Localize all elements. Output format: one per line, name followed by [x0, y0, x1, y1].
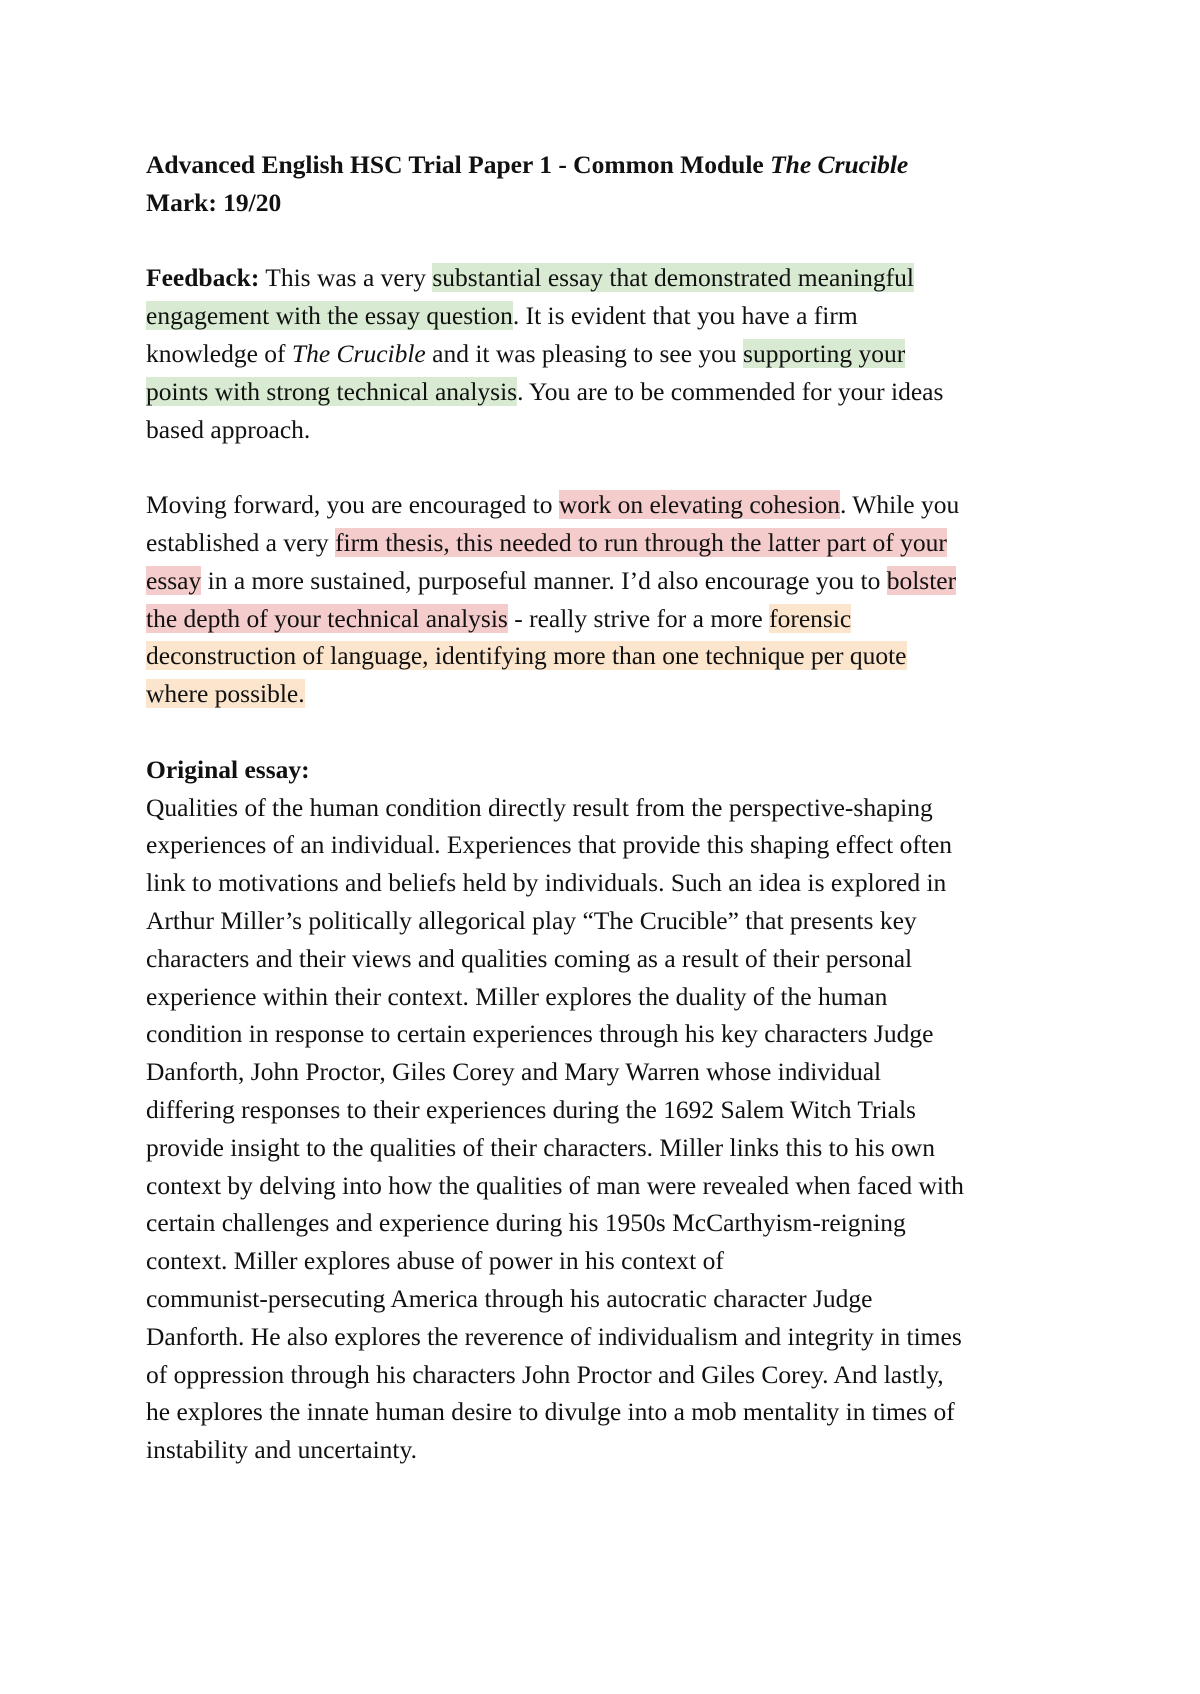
feedback-paragraph-1 [146, 259, 1076, 448]
feedback-paragraph-2 [146, 486, 1076, 713]
essay-body [146, 789, 1076, 1469]
essay-line: differing responses to their experiences during the 1692 Salem Witch Trials [146, 1094, 916, 1124]
feedback-line [146, 335, 1076, 373]
title-text-name: The Crucible [770, 150, 909, 179]
essay-label: Original essay: [146, 754, 310, 784]
spacer [146, 448, 1076, 486]
essay-line: he explores the innate human desire to divulge into a mob mentality in times of [146, 1397, 955, 1427]
spacer [146, 713, 1076, 751]
feedback-text: This was a very [259, 263, 433, 293]
positive-highlight: supporting your [743, 338, 906, 368]
essay-line: certain challenges and experience during his 1950s McCarthyism-reigning [146, 1208, 906, 1238]
title-prefix: Advanced English HSC Trial Paper 1 - Common Module [146, 150, 771, 179]
feedback-label: Feedback: [146, 263, 260, 293]
feedback-text: . While you [839, 490, 960, 520]
mark-score: Mark: 19/20 [146, 187, 282, 217]
feedback-text: . It is evident that you have a firm [512, 301, 858, 331]
essay-line: link to motivations and beliefs held by individuals. Such an idea is explored in [146, 868, 947, 898]
feedback-line [146, 259, 1076, 297]
feedback-line [146, 600, 1076, 638]
suggestion-highlight: where possible. [146, 679, 305, 709]
feedback-line [146, 486, 1076, 524]
feedback-text: . You are to be commended for your ideas [517, 376, 944, 406]
essay-line: context by delving into how the qualities of man were revealed when faced with [146, 1170, 964, 1200]
improvement-highlight: firm thesis, this needed to run through the latter part of your [335, 527, 947, 557]
feedback-line [146, 524, 1076, 562]
feedback-text: Moving forward, you are encouraged to [146, 490, 559, 520]
feedback-line [146, 637, 1076, 675]
essay-line: Qualities of the human condition directly result from the perspective-shaping [146, 792, 933, 822]
feedback-line [146, 675, 1076, 713]
spacer [146, 222, 1076, 260]
essay-line: Arthur Miller’s politically allegorical play “The Crucible” that presents key [146, 905, 917, 935]
feedback-text: and it was pleasing to see you [425, 338, 744, 368]
text-title-italic: The Crucible [291, 338, 426, 368]
essay-line: characters and their views and qualities coming as a result of their personal [146, 943, 913, 973]
suggestion-highlight: deconstruction of language, identifying more than one technique per quote [146, 641, 907, 671]
essay-line: experiences of an individual. Experiences that provide this shaping effect often [146, 830, 953, 860]
positive-highlight: points with strong technical analysis [146, 376, 518, 406]
positive-highlight: engagement with the essay question [146, 301, 513, 331]
positive-highlight: substantial essay that demonstrated meaningful [432, 263, 914, 293]
essay-line: provide insight to the qualities of their characters. Miller links this to his own [146, 1132, 935, 1162]
feedback-line [146, 297, 1076, 335]
improvement-highlight: bolster [886, 565, 957, 595]
essay-line: instability and uncertainty. [146, 1435, 417, 1465]
essay-line: Danforth, John Proctor, Giles Corey and Mary Warren whose individual [146, 1057, 882, 1087]
feedback-text: in a more sustained, purposeful manner. I’d also encourage you to [201, 565, 887, 595]
essay-line: Danforth. He also explores the reverence of individualism and integrity in times [146, 1321, 962, 1351]
essay-line: condition in response to certain experiences through his key characters Judge [146, 1019, 934, 1049]
feedback-text: - really strive for a more [507, 603, 770, 633]
feedback-line [146, 562, 1076, 600]
feedback-line [146, 373, 1076, 411]
document-title [146, 146, 1076, 184]
feedback-text: knowledge of [146, 338, 292, 368]
essay-line: context. Miller explores abuse of power in his context of [146, 1246, 724, 1276]
improvement-highlight: essay [146, 565, 202, 595]
improvement-highlight: the depth of your technical analysis [146, 603, 508, 633]
suggestion-highlight: forensic [769, 603, 852, 633]
improvement-highlight: work on elevating cohesion [558, 490, 840, 520]
feedback-text: established a very [146, 527, 336, 557]
feedback-line: based approach. [146, 414, 311, 444]
essay-line: communist-persecuting America through his autocratic character Judge [146, 1283, 873, 1313]
document-page [146, 146, 1076, 1469]
essay-line: of oppression through his characters John Proctor and Giles Corey. And lastly, [146, 1359, 944, 1389]
essay-line: experience within their context. Miller explores the duality of the human [146, 981, 888, 1011]
